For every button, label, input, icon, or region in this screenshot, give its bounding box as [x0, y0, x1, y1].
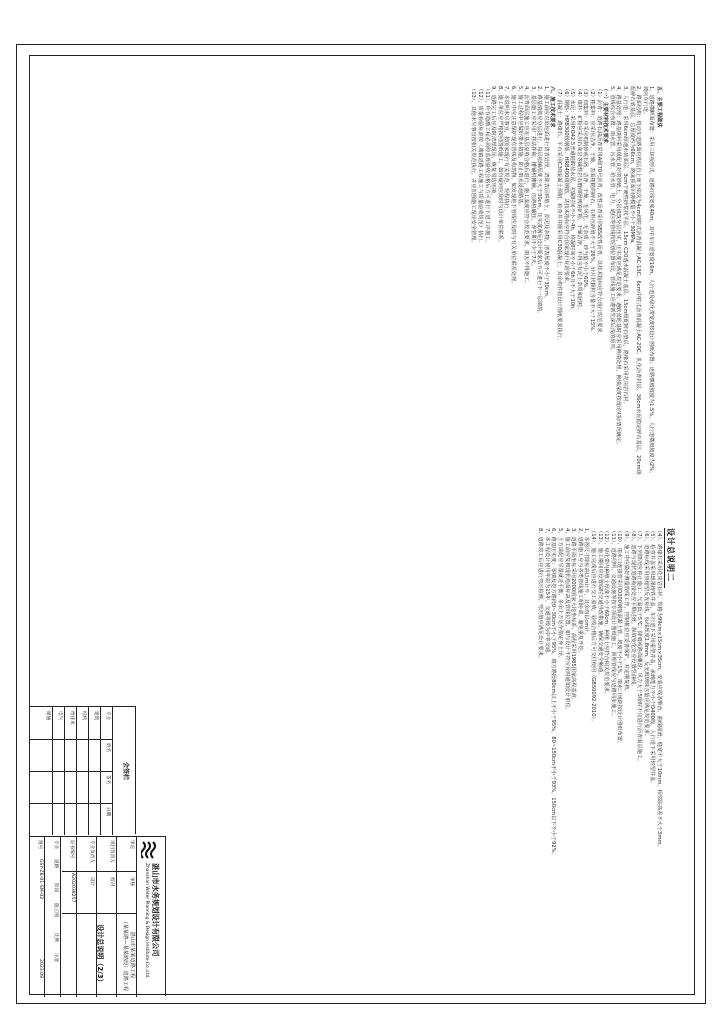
drawing-date: 2023.09	[38, 959, 43, 978]
label-cell: 校对	[109, 877, 114, 887]
numbered-note: 2、道路施工应与各类管线施工相协调，避免重复开挖。	[576, 528, 583, 656]
requirement-item: 1、施工前应对原地面进行清表处理，清除表层耕植土、淤泥及杂物，清表厚度不小于30cm。	[542, 86, 549, 301]
title-underline	[664, 528, 665, 588]
value-cell: 示意	[53, 953, 58, 963]
numbered-note: 5、土方调配应尽量就近平衡，多余土方运至指定弃土场。	[557, 528, 564, 661]
grid-line	[62, 913, 137, 914]
discipline-cell: 电气	[57, 711, 62, 721]
company-name-en: Zhanshan Water Planning & Design Institute Co.,Ltd.	[144, 863, 149, 979]
project-line: （某某路—某某路段）道路工程	[122, 918, 128, 992]
discipline-cell: 暖通	[45, 711, 50, 721]
requirement-item: 7、本说明未尽事宜，按国家现行有关规范、规程执行。	[503, 86, 510, 214]
drawing-frame	[29, 55, 695, 995]
title-row	[117, 837, 137, 997]
project-line: 湛山市某某道路工程	[129, 931, 135, 979]
grid-line	[62, 871, 137, 872]
cert-number: A202038257	[70, 873, 75, 903]
note-paragraph: 3、人行道：采用6cm厚透水砖面层、3cm干硬性砂浆找平层、15cm C20透水混凝土基层、15cm级配碎石垫层，路缘石采用花岗岩石材。	[622, 86, 629, 407]
note-paragraph: （13）、施工期间应设置临时交通导改措施，确保交通安全畅通。	[596, 528, 603, 678]
note-paragraph: （5）、检查井盖采用球墨铸铁井盖，车行道下采用重型井盖，承载能力不小于D400级，人行道下采用轻型井盖。	[649, 528, 656, 787]
note-paragraph: 4、路基处理：路基填料采用级配良好的砂砾土，分层填筑分层压实，压实度应满足规范要求；遇软弱地基时应采用换填处理，换填深度按现场实际情况确定。	[615, 86, 622, 448]
note-paragraph: （11）、道路照明、交通设施等按专项设计图纸施工，预埋管线应与道路同步施工。	[609, 528, 616, 719]
countersign-title: 会签栏	[122, 761, 129, 780]
note-paragraph: （14）、施工完成后应进行交工验收，验收合格后方可交付使用（GB50092-2010）。	[590, 528, 597, 725]
material-item: （5）水泥：采用P.O42.5普通硅酸盐水泥，初凝时间不小于4h，终凝时间不小于6h且不大于10h。	[569, 86, 576, 314]
header-cell: 日期	[105, 807, 110, 817]
material-item: （3）细集料：应采用机制砂或石屑，洁净、干燥、无风化、无杂质，砂当量不小于60%。	[582, 86, 589, 293]
note-paragraph: （9）、施工中应做好测量放线工作，控制桩位应妥善保护，并定期复核。	[623, 528, 630, 695]
requirement-item: 5、施工过程中应做好排水措施，防止雨水浸泡路基。	[516, 86, 523, 209]
requirement-item: 9、道路完工后应及时清理现场，恢复周边环境。	[490, 86, 497, 199]
note-paragraph: （12）、绿化带内种植土厚度不小于60cm，种植土应符合相关规范要求。	[603, 528, 610, 697]
numbered-note: 3、道路平面坐标采用2000国家大地坐标系，高程采用1985国家高程基准。	[570, 528, 577, 703]
title-row	[61, 837, 77, 997]
label-cell: 设计	[89, 877, 94, 887]
grid-line	[30, 739, 113, 740]
label-cell: 审定	[129, 840, 134, 850]
requirement-item: （13）、其他未尽事宜按相关规范执行，并应加强施工现场安全管理。	[470, 86, 477, 246]
materials-subheading: （一）主要材料技术要求	[602, 86, 609, 144]
header-cell: 签名	[105, 775, 110, 785]
requirement-item: 2、路基填筑应分层进行，每层松铺厚度不大于30cm，压实度满足设计要求后方可进行下一层填筑。	[536, 86, 543, 317]
left-notes-column	[62, 86, 662, 478]
rotated-content	[30, 56, 696, 996]
label-cell: 专业	[53, 840, 58, 850]
requirement-item: （11）、所有隐蔽工程必须经监理验收合格后方可进行下道工序施工。	[483, 86, 490, 246]
requirement-item: 3、基层施工应采用厂拌法拌和，摊铺机摊铺，压路机碾压，养生期不少于7天。	[529, 86, 536, 269]
label-cell: 证书编号	[69, 840, 74, 859]
material-item: （2）粗集料：应采用洁净、干燥、表面粗糙的碎石，石料压碎值不大于26%，针片状颗粒含量不大于15%。	[589, 86, 596, 336]
drawing-title: 设计总说明（2/3）	[96, 924, 104, 986]
header-cell: 专业	[105, 711, 110, 721]
company-logo-block	[139, 841, 161, 993]
numbered-note: 1、本图尺寸除标高以m计外，其余均以cm计。	[583, 528, 590, 638]
left-heading: 五、主要工程做法	[656, 86, 662, 128]
title-row	[29, 837, 45, 997]
title-row	[45, 837, 61, 997]
note-paragraph: 2、路面结构：机动车道路面结构层自上而下依次为4cm细粒式沥青混凝土AC-13C、6cm中粒式沥青混凝土AC-20C、乳化沥青封层、36cm水泥稳定碎石基层、20cm级配碎石底基层，总厚度约为66cm，路床顶面回弹模量不小于30MPa。	[628, 86, 642, 475]
title-row	[97, 837, 117, 997]
material-item: （4）填料：矿粉应采用石灰岩等碱性岩石磨细得到的矿粉，干燥洁净，不得含有泥土杂质和团粒。	[575, 86, 582, 313]
label-cell: 项目负责人	[109, 840, 114, 863]
label-cell: 审核	[129, 877, 134, 887]
material-item: （7）混凝土：路缘石、平石采用C30混凝土预制，检查井井圈采用C30混凝土，其余构件按设计图纸要求执行。	[556, 86, 563, 344]
note-paragraph: （10）、雨水口连接管采用D300钢筋混凝土管，坡度不小于1%，雨水口间距按设计图纸布置。	[616, 528, 623, 747]
note-paragraph: （6）、道路标线采用热熔型反光标线，标线厚度1.8mm，反光玻璃珠含量应满足规范要求。	[642, 528, 649, 739]
note-paragraph: （8）、道路与现状道路衔接处应平顺过渡，纵坡变化处应设置竖曲线。	[629, 528, 636, 690]
drawing-number: GSY-ZB-01-SM-02	[38, 859, 43, 900]
numbered-note: 8、道路竣工后应进行弯沉检测，弯沉值应满足设计要求。	[537, 528, 544, 661]
grid-line	[30, 803, 113, 804]
discipline-cell: 给排水	[69, 711, 74, 725]
material-item: （1）沥青：道路石油沥青采用A级70号沥青，改性沥青采用SBS改性沥青，其技术指标应符合现行规范要求。	[595, 86, 602, 338]
note-paragraph: （7）、下列情况应停止施工：气温低于5℃；降雨或路面潮湿；风力大于5级时不宜进行沥青面层施工。	[636, 528, 643, 765]
numbered-note: 6、路基压实度：零填及挖方路段0~30cm不小于95%，填方路段80cm以上不小于95%，80~150cm不小于93%，150cm以下不小于92%。	[550, 528, 557, 858]
material-item: （6）钢筋：HPB300级钢筋、HRB400级钢筋，其技术指标应符合国家现行标准要求。	[562, 86, 569, 287]
label-cell: 专业负责人	[89, 840, 94, 863]
requirement-item: （12）、质量检验标准按《城镇道路工程施工与质量验收规范》执行。	[476, 86, 483, 246]
note-paragraph: 1、道路横断面布置：采用三块板形式，道路红线宽度40m，其中车行道宽度16m，人行道及绿化带宽度按设计图纸布置；道路横坡坡度为1.5%，人行道横坡坡度为2%，坡向车行道。	[641, 86, 655, 477]
value-cell: 施工图	[53, 903, 58, 917]
section-title: 设计总说明二	[666, 528, 675, 582]
numbered-note: 4、施工前应复核现状地面标高及管线位置，如与设计不符应及时通知设计单位。	[563, 528, 570, 713]
requirement-item: 6、施工中应注意保护现有管线及构筑物，如发现地下管线应及时与有关单位联系处理。	[509, 86, 516, 287]
label-cell: 阶段	[53, 883, 58, 893]
note-paragraph: 5、管线综合布置：雨水管、污水管、给水管、电力、通信等管线按规划位置布设，管线施工应遵循先深后浅的原则。	[608, 86, 615, 354]
header-cell: 姓名	[105, 743, 110, 753]
discipline-cell: 建筑	[93, 711, 98, 721]
numbered-note: 7、本工程设计使用年限为15年，交通等级为中等交通。	[543, 528, 550, 658]
countersign-table	[30, 706, 136, 834]
note-paragraph: （4）、路缘石采用花岗岩石材，规格为99cm×15cm×35cm，安装应线条顺直、曲线圆滑，缝宽不大于10mm，相邻块高差不大于3mm。	[656, 528, 662, 850]
requirements-heading: 六、施工技术要求	[549, 86, 556, 128]
drawing-sheet	[16, 44, 706, 1004]
requirement-item: 4、沥青面层施工应在基层验收合格后进行，施工温度应符合规范要求，雨天不得施工。	[523, 86, 530, 287]
requirement-item: 8、施工单位应严格按照图纸施工，如有疑问应及时与设计单位联系。	[496, 86, 503, 245]
discipline-cell: 结构	[81, 711, 86, 721]
company-name-cn: 湛山市水务规划设计有限公司	[151, 863, 160, 957]
label-cell: 图号	[37, 840, 42, 850]
label-cell: 比例	[53, 933, 58, 943]
grid-line	[30, 771, 113, 772]
title-row	[77, 837, 97, 997]
right-notes-column	[192, 528, 662, 878]
company-logo-icon	[141, 841, 159, 859]
value-cell: 道路	[53, 859, 58, 869]
title-block	[30, 836, 166, 996]
